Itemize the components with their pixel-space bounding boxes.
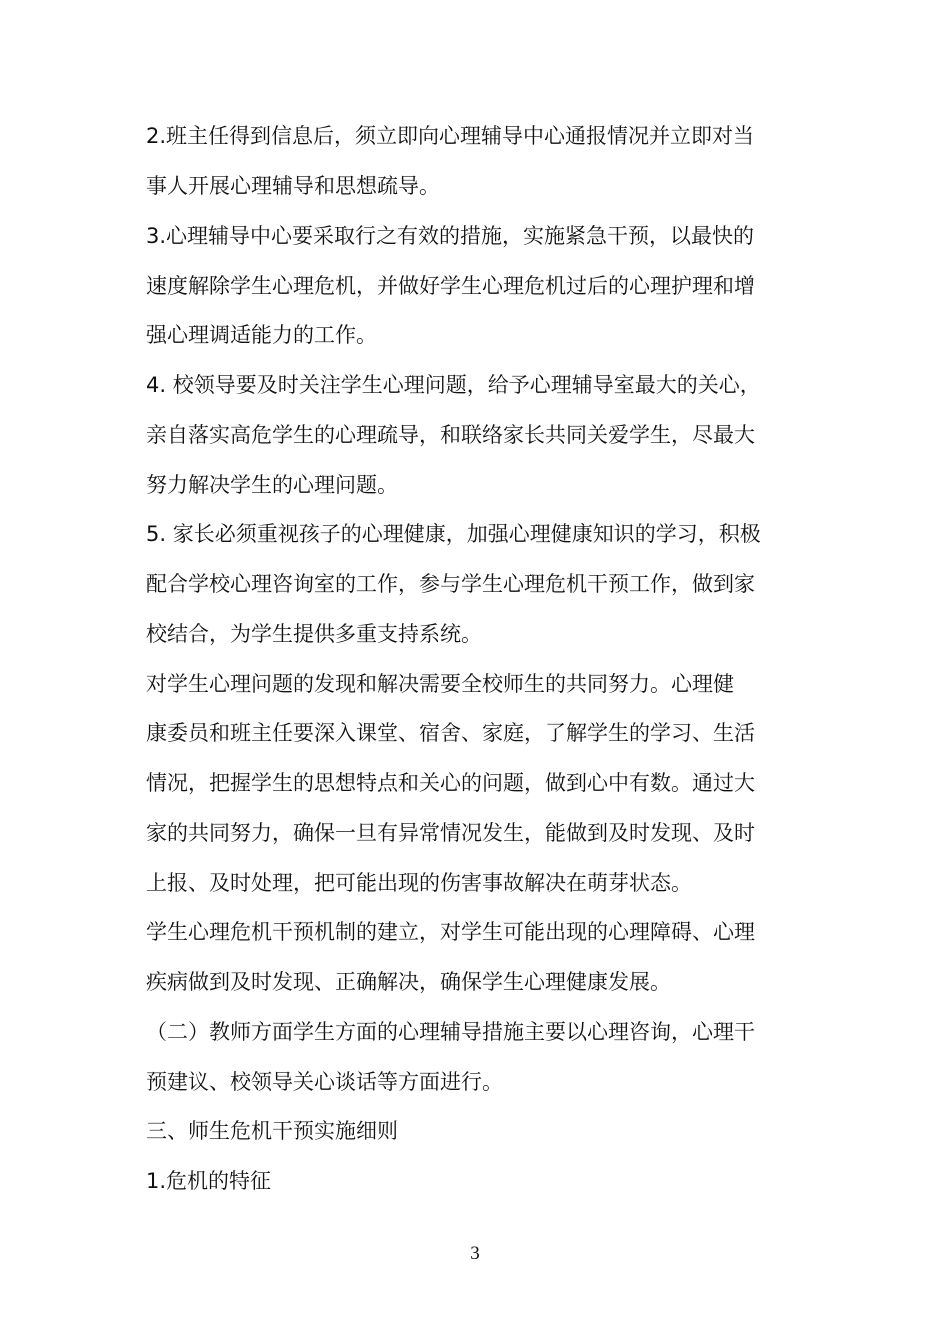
text-line-16: 上报、及时处理，把可能出现的伤害事故解决在萌芽状态。 [146, 871, 692, 895]
text-line-15: 家的共同努力，确保一旦有异常情况发生，能做到及时发现、及时 [146, 821, 755, 845]
text-line-9: 5. 家长必须重视孩子的心理健康，加强心理健康知识的学习，积极 [146, 522, 761, 546]
text-line-12: 对学生心理问题的发现和解决需要全校师生的共同努力。心理健 [146, 672, 734, 696]
text-line-6: 4. 校领导要及时关注学生心理问题，给予心理辅导室最大的关心， [146, 373, 761, 397]
text-line-10: 配合学校心理咨询室的工作，参与学生心理危机干预工作，做到家 [146, 572, 755, 596]
page-number: 3 [470, 1243, 480, 1264]
section-heading: 三、师生危机干预实施细则 [146, 1119, 398, 1143]
text-line-8: 努力解决学生的心理问题。 [146, 473, 398, 497]
subsection-heading: 1.危机的特征 [146, 1169, 272, 1193]
text-line-2: 事人开展心理辅导和思想疏导。 [146, 174, 440, 198]
text-line-20: 预建议、校领导关心谈话等方面进行。 [146, 1070, 503, 1094]
text-line-7: 亲自落实高危学生的心理疏导，和联络家长共同关爱学生，尽最大 [146, 423, 755, 447]
text-line-1: 2.班主任得到信息后，须立即向心理辅导中心通报情况并立即对当 [146, 124, 755, 148]
text-line-14: 情况，把握学生的思想特点和关心的问题，做到心中有数。通过大 [146, 771, 755, 795]
text-line-18: 疾病做到及时发现、正确解决，确保学生心理健康发展。 [146, 970, 671, 994]
text-line-4: 速度解除学生心理危机，并做好学生心理危机过后的心理护理和增 [146, 274, 755, 298]
text-line-19: （二）教师方面学生方面的心理辅导措施主要以心理咨询，心理干 [146, 1020, 755, 1044]
text-line-11: 校结合，为学生提供多重支持系统。 [146, 622, 482, 646]
text-line-13: 康委员和班主任要深入课堂、宿舍、家庭，了解学生的学习、生活 [146, 721, 755, 745]
text-line-17: 学生心理危机干预机制的建立，对学生可能出现的心理障碍、心理 [146, 920, 755, 944]
text-line-5: 强心理调适能力的工作。 [146, 323, 377, 347]
text-line-3: 3.心理辅导中心要采取行之有效的措施，实施紧急干预，以最快的 [146, 224, 755, 248]
